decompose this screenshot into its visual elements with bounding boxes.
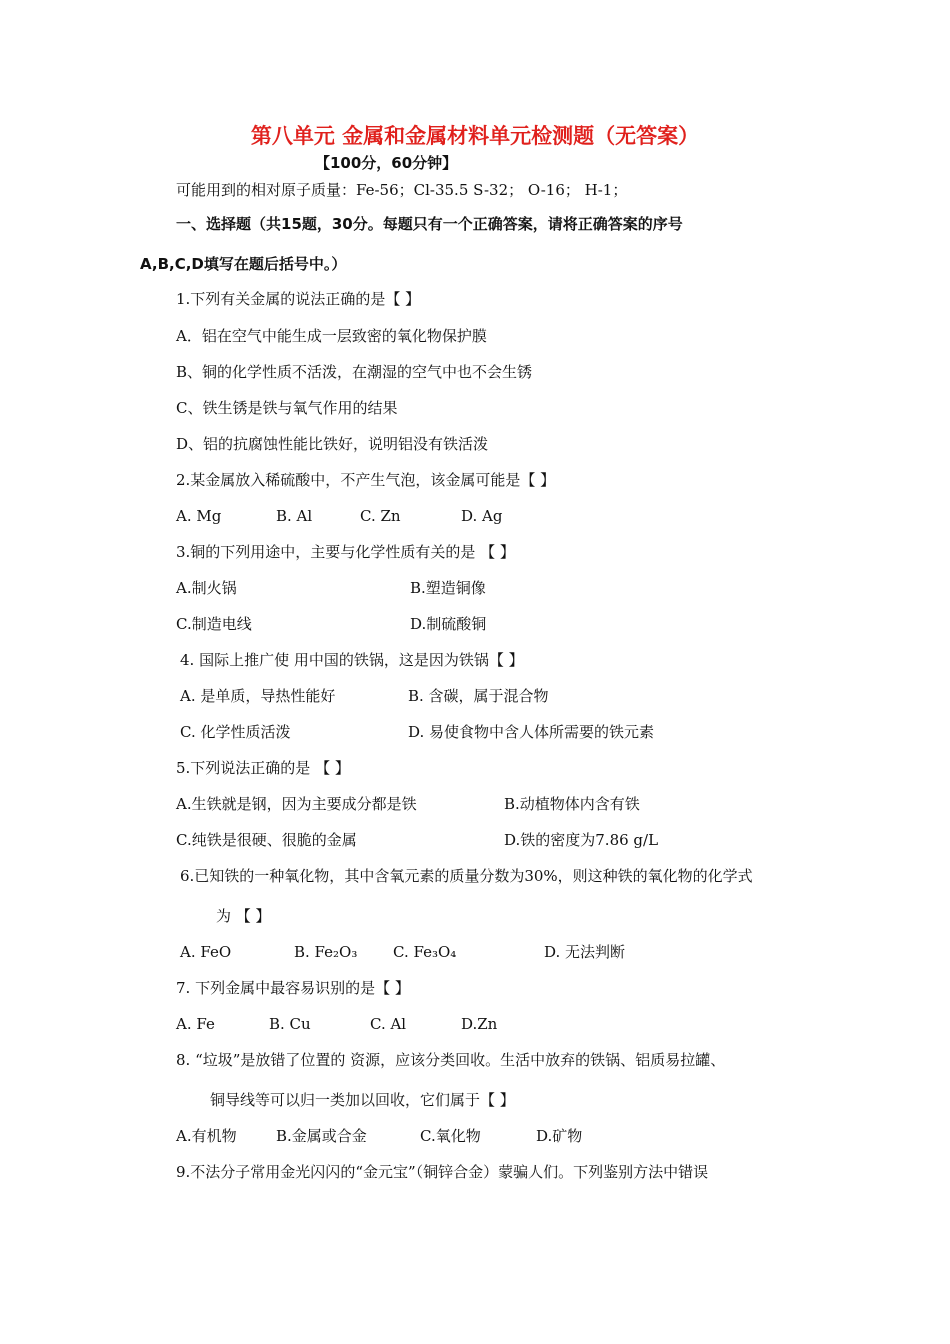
question-7-option-d: D.Zn <box>461 1015 498 1033</box>
question-2-option-d: D. Ag <box>461 507 503 525</box>
question-8-option-b: B.金属或合金 <box>276 1127 367 1145</box>
question-6-stem: 6.已知铁的一种氧化物，其中含氧元素的质量分数为30%，则这种铁的氧化物的化学式 <box>180 867 753 885</box>
question-2-option-a: A. Mg <box>176 507 222 525</box>
atomic-mass-note: 可能用到的相对原子质量：Fe-56；Cl-35.5 S-32； O-16； H-1； <box>176 181 628 199</box>
page-title: 第八单元 金属和金属材料单元检测题（无答案） <box>250 124 700 148</box>
question-5-stem: 5.下列说法正确的是 【 】 <box>176 759 350 777</box>
question-2-stem: 2.某金属放入稀硫酸中，不产生气泡，该金属可能是【 】 <box>176 471 556 489</box>
question-1-option-a: A．铝在空气中能生成一层致密的氧化物保护膜 <box>176 327 487 345</box>
question-8-stem-continued: 铜导线等可以归一类加以回收，它们属于【 】 <box>210 1091 515 1109</box>
question-1-option-d: D、铝的抗腐蚀性能比铁好，说明铝没有铁活泼 <box>176 435 489 453</box>
question-6-option-d: D. 无法判断 <box>544 943 626 961</box>
question-3-option-c: C.制造电线 <box>176 615 252 633</box>
question-6-option-a: A. FeO <box>180 943 232 961</box>
question-3-stem: 3.铜的下列用途中，主要与化学性质有关的是 【 】 <box>176 543 515 561</box>
question-1-option-c: C、铁生锈是铁与氧气作用的结果 <box>176 399 398 417</box>
question-2-option-b: B. Al <box>276 507 313 525</box>
question-8-option-a: A.有机物 <box>176 1127 237 1145</box>
question-4-option-d: D. 易使食物中含人体所需要的铁元素 <box>408 723 655 741</box>
question-7-option-a: A. Fe <box>176 1015 215 1033</box>
question-6-option-c: C. Fe₃O₄ <box>393 943 457 961</box>
question-1-option-b: B、铜的化学性质不活泼，在潮湿的空气中也不会生锈 <box>176 363 533 381</box>
question-6-option-b: B. Fe₂O₃ <box>294 943 358 961</box>
question-7-option-c: C. Al <box>370 1015 407 1033</box>
question-7-option-b: B. Cu <box>269 1015 311 1033</box>
question-3-option-a: A.制火锅 <box>176 579 237 597</box>
question-3-option-b: B.塑造铜像 <box>410 579 486 597</box>
question-5-option-a: A.生铁就是钢，因为主要成分都是铁 <box>176 795 417 813</box>
question-4-stem: 4. 国际上推广使 用中国的铁锅，这是因为铁锅【 】 <box>180 651 524 669</box>
section-heading-line2: A,B,C,D填写在题后括号中。） <box>140 255 347 273</box>
question-5-option-d: D.铁的密度为7.86 g/L <box>504 831 659 849</box>
question-8-option-c: C.氧化物 <box>420 1127 481 1145</box>
question-6-stem-continued: 为 【 】 <box>216 907 271 925</box>
score-time: 【100分，60分钟】 <box>315 154 458 172</box>
question-8-option-d: D.矿物 <box>536 1127 583 1145</box>
question-4-option-a: A. 是单质，导热性能好 <box>180 687 336 705</box>
question-5-option-c: C.纯铁是很硬、很脆的金属 <box>176 831 357 849</box>
question-7-stem: 7. 下列金属中最容易识别的是【 】 <box>176 979 410 997</box>
question-4-option-b: B. 含碳，属于混合物 <box>408 687 549 705</box>
section-heading-line1: 一、选择题（共15题，30分。每题只有一个正确答案，请将正确答案的序号 <box>176 215 683 233</box>
question-4-option-c: C. 化学性质活泼 <box>180 723 291 741</box>
question-2-option-c: C. Zn <box>360 507 401 525</box>
question-5-option-b: B.动植物体内含有铁 <box>504 795 640 813</box>
question-8-stem: 8. “垃圾”是放错了位置的 资源，应该分类回收。生活中放弃的铁锅、铝质易拉罐、 <box>176 1051 726 1069</box>
question-9-stem: 9.不法分子常用金光闪闪的“金元宝”（铜锌合金）蒙骗人们。下列鉴别方法中错误 <box>176 1163 709 1181</box>
question-1-stem: 1.下列有关金属的说法正确的是【 】 <box>176 290 421 308</box>
question-3-option-d: D.制硫酸铜 <box>410 615 487 633</box>
